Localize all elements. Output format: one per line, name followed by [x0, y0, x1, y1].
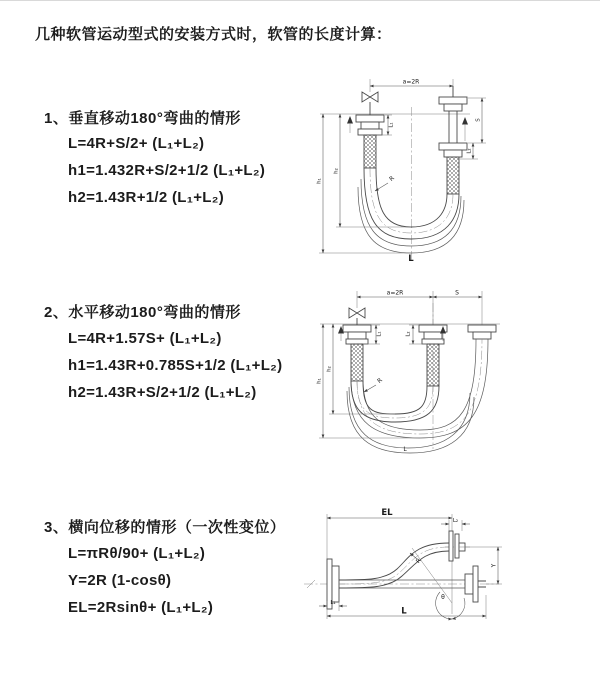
radius-label	[375, 175, 396, 191]
section-1-heading: 1、垂直移动180°弯曲的情形	[44, 110, 241, 127]
hose-s-curve	[339, 543, 449, 588]
svg-text:L₂: L₂	[452, 518, 459, 524]
svg-text:h₂: h₂	[326, 366, 333, 372]
section-1-formula-h1: h1=1.432R+S/2+1/2 (L₁+L₂)	[68, 162, 266, 179]
diagram-lateral-displacement	[298, 503, 600, 648]
hose-u-bend-wide	[351, 339, 488, 438]
svg-text:h₁: h₁	[316, 378, 323, 384]
section-2-formula-L: L=4R+1.57S+ (L₁+L₂)	[68, 330, 222, 347]
svg-text:S: S	[455, 289, 459, 297]
dimension-l2	[441, 518, 470, 531]
length-label: L	[408, 254, 414, 264]
valve-icon	[362, 92, 378, 115]
svg-text:a=2R: a=2R	[402, 78, 420, 86]
diagram-vertical-180-bend	[310, 71, 600, 266]
radius-label	[364, 377, 384, 392]
svg-text:h₁: h₁	[316, 178, 323, 184]
braided-hose-right	[447, 157, 459, 194]
braided-hose-left	[351, 344, 363, 381]
section-3-formula-Y: Y=2R (1-cosθ)	[68, 572, 172, 589]
dimension-a2r	[370, 79, 453, 98]
left-fitting	[356, 115, 384, 135]
svg-text:R: R	[376, 376, 384, 385]
svg-text:R: R	[388, 174, 396, 183]
angle-theta	[412, 548, 465, 619]
right-fitting	[468, 325, 496, 339]
upper-fitting	[449, 531, 465, 561]
svg-text:EL: EL	[381, 508, 393, 518]
hose-u-bend-moved	[347, 381, 474, 453]
svg-text:L₁: L₁	[330, 600, 336, 606]
diagram-horizontal-180-bend	[310, 281, 600, 456]
svg-text:h₂: h₂	[333, 168, 340, 174]
svg-text:L₁: L₁	[376, 331, 383, 337]
section-2-formula-h1: h1=1.43R+0.785S+1/2 (L₁+L₂)	[68, 357, 283, 374]
svg-text:L₂: L₂	[405, 331, 412, 337]
dimension-s	[433, 290, 482, 298]
section-2-formula-h2: h2=1.43R+S/2+1/2 (L₁+L₂)	[68, 384, 257, 401]
section-3-formula-L: L=πRθ/90+ (L₁+L₂)	[68, 545, 206, 562]
svg-text:Y: Y	[490, 563, 498, 568]
svg-text:L₁: L₁	[388, 122, 395, 128]
svg-text:L₂: L₂	[466, 148, 473, 154]
page-title: 几种软管运动型式的安装方式时，软管的长度计算：	[35, 26, 392, 43]
svg-text:R: R	[414, 557, 423, 565]
dimension-a2r	[357, 290, 482, 326]
right-fitting	[439, 86, 467, 157]
svg-text:S: S	[475, 118, 482, 122]
section-3-heading: 3、横向位移的情形（一次性变位）	[44, 519, 286, 536]
length-label: L	[403, 446, 407, 453]
svg-text:L: L	[401, 606, 407, 617]
valve-icon	[349, 308, 365, 325]
braided-hose-left	[364, 135, 376, 168]
dimension-l	[327, 595, 486, 619]
braided-hose-middle	[427, 344, 439, 386]
dimension-s	[468, 98, 486, 143]
svg-text:a=2R: a=2R	[386, 289, 404, 297]
section-2-heading: 2、水平移动180°弯曲的情形	[44, 304, 241, 321]
svg-text:θ: θ	[441, 594, 445, 601]
section-1-formula-L: L=4R+S/2+ (L₁+L₂)	[68, 135, 205, 152]
section-1-formula-h2: h2=1.43R+1/2 (L₁+L₂)	[68, 189, 225, 206]
left-fitting	[343, 325, 371, 344]
dimension-el	[327, 508, 452, 614]
section-3-formula-EL: EL=2Rsinθ+ (L₁+L₂)	[68, 599, 214, 616]
